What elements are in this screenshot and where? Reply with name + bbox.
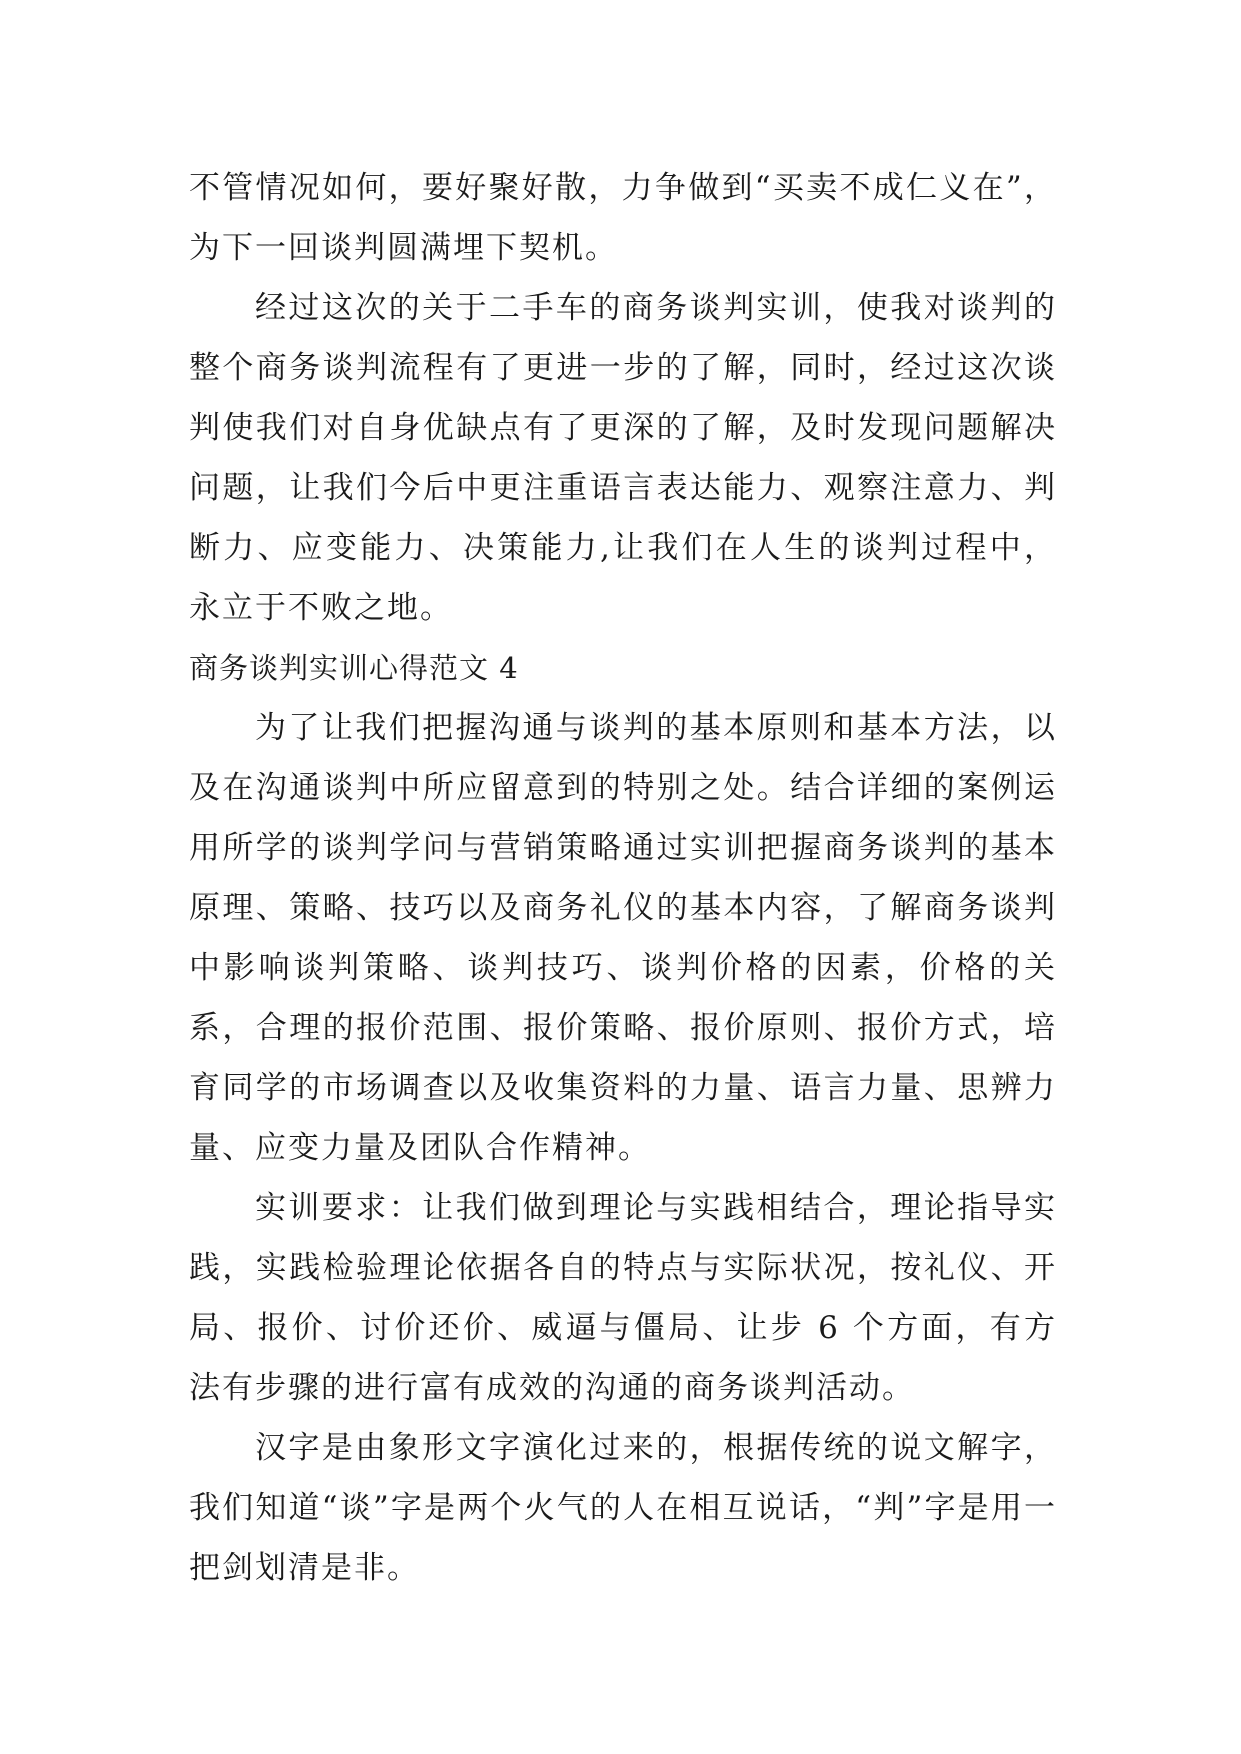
paragraph-training-purpose: 为了让我们把握沟通与谈判的基本原则和基本方法，以及在沟通谈判中所应留意到的特别之处。结合详细的案例运用所学的谈判学问与营销策略通过实训把握商务谈判的基本原理、策略、技巧以及商务礼仪的基本内容，了解商务谈判中影响谈判策略、谈判技巧、谈判价格的因素，价格的关系，合理的报价范围、报价策略、报价原则、报价方式，培育同学的市场调查以及收集资料的力量、语言力量、思辨力量、应变力量及团队合作精神。 bbox=[189, 710, 1057, 1166]
paragraph-training-summary: 经过这次的关于二手车的商务谈判实训，使我对谈判的整个商务谈判流程有了更进一步的了解，同时，经过这次谈判使我们对自身优缺点有了更深的了解，及时发现问题解决问题，让我们今后中更注重语言表达能力、观察注意力、判断力、应变能力、决策能力,让我们在人生的谈判过程中，永立于不败之地。 bbox=[189, 290, 1057, 626]
paragraph-training-requirements: 实训要求：让我们做到理论与实践相结合，理论指导实践，实践检验理论依据各自的特点与实际状况，按礼仪、开局、报价、讨价还价、威逼与僵局、让步 6 个方面，有方法有步骤的进行富有成效的沟通的商务谈判活动。 bbox=[189, 1190, 1057, 1406]
section-heading: 商务谈判实训心得范文 4 bbox=[189, 651, 519, 685]
document-body bbox=[189, 158, 1057, 1598]
paragraph-character-origin: 汉字是由象形文字演化过来的，根据传统的说文解字，我们知道“谈”字是两个火气的人在相互说话，“判”字是用一把剑划清是非。 bbox=[189, 1430, 1057, 1586]
paragraph-continuation: 不管情况如何，要好聚好散，力争做到“买卖不成仁义在”，为下一回谈判圆满埋下契机。 bbox=[189, 170, 1057, 266]
